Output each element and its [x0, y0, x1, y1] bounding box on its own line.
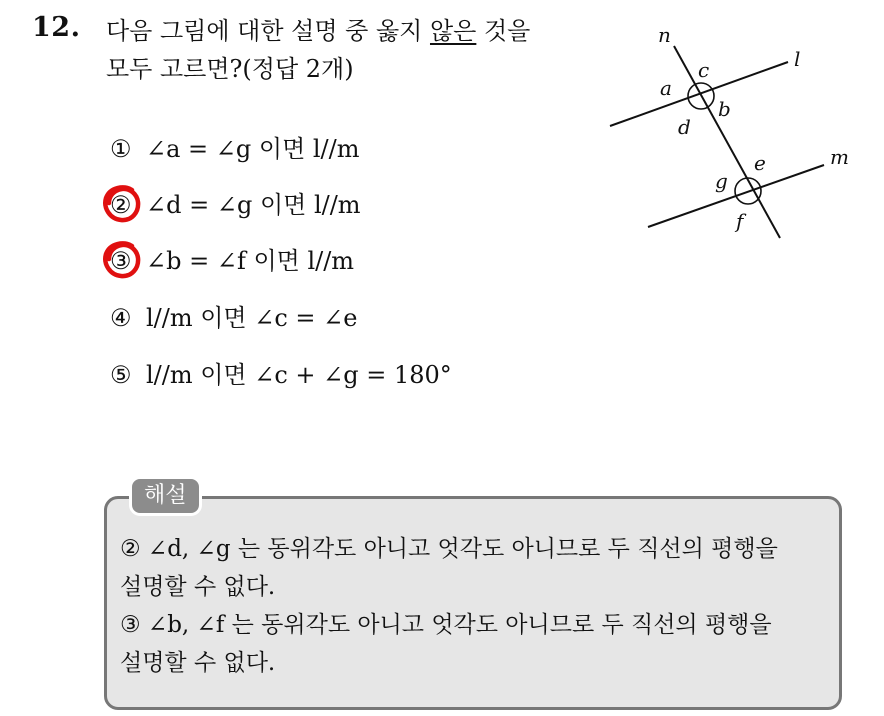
choice-text: ∠b = ∠f 이면 l//m: [146, 247, 355, 275]
question-text: [106, 12, 606, 88]
solution-line-4: 설명할 수 없다.: [120, 650, 276, 676]
choice-text: ∠a = ∠g 이면 l//m: [146, 135, 360, 163]
choice-number: ③: [110, 247, 132, 275]
label-d: d: [678, 115, 691, 139]
choice-5[interactable]: [110, 360, 452, 390]
question-line1-before: 다음 그림에 대한 설명 중 옳지: [106, 17, 430, 45]
question-line-1: [106, 12, 606, 50]
solution-line-3: ③ ∠b, ∠f 는 동위각도 아니고 엇각도 아니므로 두 직선의 평행을: [120, 612, 772, 638]
line-n: [674, 46, 780, 238]
solution-text: [120, 530, 832, 682]
question-underlined-word: 않은: [429, 17, 477, 45]
choice-number: ④: [110, 304, 132, 332]
parallel-lines-figure: [598, 22, 868, 254]
solution-line-1: ② ∠d, ∠g 는 동위각도 아니고 엇각도 아니므로 두 직선의 평행을: [120, 536, 778, 562]
label-f: f: [736, 209, 744, 233]
choice-4[interactable]: [110, 303, 357, 333]
label-g: g: [715, 169, 728, 193]
question-line-2: 모두 고르면?(정답 2개): [106, 55, 354, 83]
choice-number: ⑤: [110, 361, 132, 389]
choice-number: ②: [110, 191, 132, 219]
choice-1[interactable]: [110, 134, 360, 164]
choice-2[interactable]: [110, 190, 361, 220]
label-m: m: [830, 145, 849, 169]
choice-text: ∠d = ∠g 이면 l//m: [146, 191, 361, 219]
label-e: e: [754, 151, 766, 175]
label-l: l: [794, 47, 801, 71]
label-n: n: [658, 23, 671, 47]
choice-3[interactable]: [110, 246, 354, 276]
solution-line-2: 설명할 수 없다.: [120, 574, 276, 600]
label-b: b: [718, 97, 731, 121]
solution-tag: 해설: [129, 476, 202, 516]
choice-number: ①: [110, 135, 132, 163]
label-c: c: [698, 58, 710, 82]
label-a: a: [660, 76, 672, 100]
choice-text: l//m 이면 ∠c = ∠e: [146, 304, 358, 332]
question-line1-after: 것을: [476, 17, 531, 45]
choice-text: l//m 이면 ∠c + ∠g = 180°: [146, 361, 452, 389]
question-number: 12.: [32, 12, 81, 43]
